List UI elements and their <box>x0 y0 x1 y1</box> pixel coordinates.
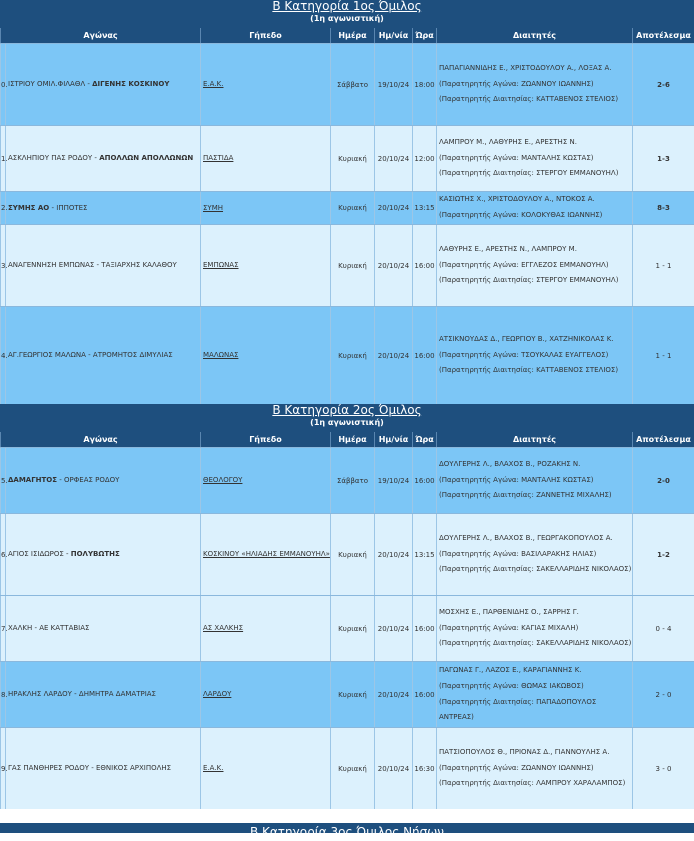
referees-cell: ΠΑΓΩΝΑΣ Γ., ΛΑΖΟΣ Ε., ΚΑΡΑΓΙΑΝΝΗΣ Κ. (Παρατηρητής Αγώνα: ΘΩΜΑΣ ΙΑΚΩΒΟΣ) (Παρατηρητής Διαιτησίας: ΠΑΠΑΔΟΠΟΥΛΟΣ ΑΝΤΡΕΑΣ) <box>436 662 632 727</box>
date-cell: 19/10/24 <box>374 448 412 513</box>
home-team: ΧΑΛΚΗ <box>8 624 33 632</box>
stadium-link[interactable]: ΘΕΟΛΟΓΟΥ <box>203 476 243 484</box>
team-separator: - <box>32 624 40 632</box>
table-row <box>0 224 694 306</box>
day-cell: Κυριακή <box>330 596 374 661</box>
away-team: ΙΠΠΟΤΕΣ <box>56 203 88 212</box>
table-row <box>0 727 694 809</box>
stadium-cell <box>200 662 330 727</box>
time-cell: 16:00 <box>412 307 436 404</box>
time-cell: 16:00 <box>412 448 436 513</box>
home-team: ΗΡΑΚΛΗΣ ΛΑΡΔΟΥ <box>8 690 72 698</box>
date-cell: 20/10/24 <box>374 662 412 727</box>
match-cell <box>5 662 200 727</box>
result-cell: 1-3 <box>632 126 694 191</box>
stadium-cell <box>200 225 330 306</box>
match-teams <box>8 151 193 166</box>
stadium-cell <box>200 192 330 224</box>
away-team: ΑΕ ΚΑΤΤΑΒΙΑΣ <box>39 624 90 632</box>
day-cell: Κυριακή <box>330 192 374 224</box>
stadium-link[interactable]: ΣΥΜΗ <box>203 203 224 212</box>
section-title-block <box>0 0 694 28</box>
row-number: 1. <box>0 126 5 191</box>
stadium-link[interactable]: ΑΣ ΧΑΛΚΗΣ <box>203 624 244 632</box>
match-cell <box>5 514 200 595</box>
table-row <box>0 43 694 125</box>
row-number: 3. <box>0 225 5 306</box>
date-cell: 20/10/24 <box>374 728 412 809</box>
day-cell: Κυριακή <box>330 126 374 191</box>
away-team: ΔΗΜΗΤΡΑ ΔΑΜΑΤΡΙΑΣ <box>78 690 156 698</box>
referees-cell: ΚΑΣΙΩΤΗΣ Χ., ΧΡΙΣΤΟΔΟΥΛΟΥ Α., ΝΤΟΚΟΣ Α. (Παρατηρητής Αγώνα: ΚΟΛΟΚΥΘΑΣ ΙΩΑΝΝΗΣ) <box>436 192 632 224</box>
result-cell: 0 - 4 <box>632 596 694 661</box>
referees-cell: ΛΑΘΥΡΗΣ Ε., ΑΡΕΣΤΗΣ Ν., ΛΑΜΠΡΟΥ Μ. (Παρατηρητής Αγώνα: ΕΓΓΛΕΖΟΣ ΕΜΜΑΝΟΥΗΛ) (Παρατηρητής Διαιτησίας: ΣΤΕΡΓΟΥ ΕΜΜΑΝΟΥΗΛ) <box>436 225 632 306</box>
round-subtitle: (1η αγωνιστική) <box>310 14 384 23</box>
stadium-link[interactable]: Ε.Α.Κ. <box>203 80 224 88</box>
time-cell: 13:15 <box>412 514 436 595</box>
date-cell: 20/10/24 <box>374 225 412 306</box>
table-row <box>0 661 694 727</box>
result-cell: 1 - 1 <box>632 307 694 404</box>
match-cell <box>5 448 200 513</box>
home-team: ΣΥΜΗΣ ΑΟ <box>8 203 50 212</box>
table-row <box>0 125 694 191</box>
home-team: ΑΣΚΛΗΠΙΟΥ ΠΑΣ ΡΟΔΟΥ <box>8 154 93 162</box>
match-cell <box>5 596 200 661</box>
date-cell: 20/10/24 <box>374 307 412 404</box>
table-row <box>0 447 694 513</box>
match-teams <box>8 201 87 216</box>
team-separator: - <box>85 351 93 359</box>
match-cell <box>5 307 200 404</box>
day-cell: Σάββατο <box>330 44 374 125</box>
time-cell: 16:00 <box>412 662 436 727</box>
day-cell: Κυριακή <box>330 728 374 809</box>
stadium-link[interactable]: ΛΑΡΔΟΥ <box>203 690 232 698</box>
table-row <box>0 595 694 661</box>
stadium-cell <box>200 448 330 513</box>
referees-cell: ΠΑΠΑΓΙΑΝΝΙΔΗΣ Ε., ΧΡΙΣΤΟΔΟΥΛΟΥ Α., ΛΟΞΑΣ Α. (Παρατηρητής Αγώνα: ΖΩΑΝΝΟΥ ΙΩΑΝΝΗΣ) (Παρατηρητής Διαιτησίας: ΚΑΤΤΑΒΕΝΟΣ ΣΤΕΛΙΟΣ) <box>436 44 632 125</box>
round-subtitle: (1η αγωνιστική) <box>310 418 384 427</box>
stadium-link[interactable]: ΠΑΣΤΙΔΑ <box>203 154 234 162</box>
section-title-block <box>0 404 694 432</box>
stadium-link[interactable]: Ε.Α.Κ. <box>203 764 224 772</box>
match-cell <box>5 44 200 125</box>
row-number: 8. <box>0 662 5 727</box>
date-cell: 20/10/24 <box>374 126 412 191</box>
row-number: 9. <box>0 728 5 809</box>
match-cell <box>5 192 200 224</box>
table-row <box>0 306 694 404</box>
result-cell: 3 - 0 <box>632 728 694 809</box>
away-team: ΠΟΛΥΒΩΤΗΣ <box>70 550 120 558</box>
home-team: ΑΝΑΓΕΝΝΗΣΗ ΕΜΠΩΝΑΣ <box>8 261 95 269</box>
match-cell <box>5 728 200 809</box>
header-refs: Διαιτητές <box>436 432 632 447</box>
result-cell: 2-0 <box>632 448 694 513</box>
result-cell: 1-2 <box>632 514 694 595</box>
row-number: 4. <box>0 307 5 404</box>
time-cell: 16:30 <box>412 728 436 809</box>
match-teams <box>8 473 119 488</box>
away-team: ΑΠΟΛΛΩΝ ΑΠΟΛΛΩΝΩΝ <box>99 154 194 162</box>
referees-cell: ΠΑΤΣΙΟΠΟΥΛΟΣ Θ., ΠΡΙΟΝΑΣ Δ., ΓΙΑΝΝΟΥΛΗΣ Α. (Παρατηρητής Αγώνα: ΖΩΑΝΝΟΥ ΙΩΑΝΝΗΣ) (Παρατηρητής Διαιτησίας: ΛΑΜΠΡΟΥ ΧΑΡΑΛΑΜΠΟΣ) <box>436 728 632 809</box>
referees-cell: ΔΟΥΛΓΕΡΗΣ Λ., ΒΛΑΧΟΣ Β., ΓΕΩΡΓΑΚΟΠΟΥΛΟΣ Α. (Παρατηρητής Αγώνα: ΒΑΣΙΛΑΡΑΚΗΣ ΗΛΙΑΣ) (Παρατηρητής Διαιτησίας: ΣΑΚΕΛΛΑΡΙΔΗΣ ΝΙΚΟΛΑΟΣ) <box>436 514 632 595</box>
referees-cell: ΑΤΣΙΚΝΟΥΔΑΣ Δ., ΓΕΩΡΓΙΟΥ Β., ΧΑΤΖΗΝΙΚΟΛΑΣ Κ. (Παρατηρητής Αγώνα: ΤΣΟΥΚΑΛΑΣ ΕΥΑΓΓΕΛΟΣ) (Παρατηρητής Διαιτησίας: ΚΑΤΤΑΒΕΝΟΣ ΣΤΕΛΙΟΣ) <box>436 307 632 404</box>
match-cell <box>5 126 200 191</box>
row-number: 5. <box>0 448 5 513</box>
team-separator: - <box>85 80 93 88</box>
day-cell: Κυριακή <box>330 225 374 306</box>
time-cell: 16:00 <box>412 225 436 306</box>
home-team: ΑΓΙΟΣ ΙΣΙΔΩΡΟΣ <box>8 550 64 558</box>
match-teams <box>8 621 89 636</box>
header-date: Ημ/νία <box>374 28 412 43</box>
match-cell <box>5 225 200 306</box>
stadium-link[interactable]: ΕΜΠΩΝΑΣ <box>203 261 239 269</box>
stadium-cell <box>200 728 330 809</box>
header-result: Αποτέλεσμα <box>632 28 694 43</box>
match-teams <box>8 348 173 363</box>
away-team: ΤΑΞΙΑΡΧΗΣ ΚΑΛΑΘΟΥ <box>101 261 177 269</box>
header-day: Ημέρα <box>330 432 374 447</box>
header-match: Αγώνας <box>0 28 200 43</box>
day-cell: Κυριακή <box>330 662 374 727</box>
section-title[interactable]: Β Κατηγορία 2ος Όμιλος <box>272 403 422 417</box>
away-team: ΟΡΦΕΑΣ ΡΟΔΟΥ <box>64 476 120 484</box>
header-result: Αποτέλεσμα <box>632 432 694 447</box>
team-separator: - <box>49 203 57 212</box>
away-team: ΕΘΝΙΚΟΣ ΑΡΧΙΠΟΛΗΣ <box>95 764 172 772</box>
away-team: ΔΙΓΕΝΗΣ ΚΟΣΚΙΝΟΥ <box>92 80 170 88</box>
section-title[interactable]: Β Κατηγορία 1ος Όμιλος <box>272 0 422 13</box>
next-section-title-link[interactable]: Β Κατηγορία 3ος Όμιλος Νήσων <box>249 825 445 839</box>
match-teams <box>8 258 177 273</box>
date-cell: 19/10/24 <box>374 44 412 125</box>
match-teams <box>8 761 171 776</box>
referees-cell: ΜΟΣΧΗΣ Ε., ΠΑΡΘΕΝΙΔΗΣ Ο., ΣΑΡΡΗΣ Γ. (Παρατηρητής Αγώνα: ΚΑΓΙΑΣ ΜΙΧΑΛΗ) (Παρατηρητής Διαιτησίας: ΣΑΚΕΛΛΑΡΙΔΗΣ ΝΙΚΟΛΑΟΣ) <box>436 596 632 661</box>
time-cell: 18:00 <box>412 44 436 125</box>
time-cell: 16:00 <box>412 596 436 661</box>
match-teams <box>8 687 156 702</box>
team-separator: - <box>57 476 65 484</box>
table-header <box>0 432 694 447</box>
home-team: ΑΓ.ΓΕΩΡΓΙΟΣ ΜΑΛΩΝΑ <box>8 351 86 359</box>
team-separator: - <box>92 154 100 162</box>
day-cell: Σάββατο <box>330 448 374 513</box>
next-section-title <box>0 823 694 839</box>
result-cell: 2-6 <box>632 44 694 125</box>
header-stadium: Γήπεδο <box>200 432 330 447</box>
stadium-link[interactable]: ΚΟΣΚΙΝΟΥ «ΗΛΙΑΔΗΣ ΕΜΜΑΝΟΥΗΛ» <box>203 550 330 558</box>
header-refs: Διαιτητές <box>436 28 632 43</box>
row-number: 7. <box>0 596 5 661</box>
stadium-cell <box>200 596 330 661</box>
match-teams <box>8 77 169 92</box>
header-time: Ώρα <box>412 432 436 447</box>
table-header <box>0 28 694 43</box>
home-team: ΙΣΤΡΙΟΥ ΟΜΙΛ.ΦΙΛΑΘΛ <box>8 80 86 88</box>
team-separator: - <box>89 764 96 772</box>
stadium-cell <box>200 514 330 595</box>
table-row <box>0 191 694 224</box>
stadium-cell <box>200 44 330 125</box>
home-team: ΔΑΜΑΓΗΤΟΣ <box>8 476 58 484</box>
away-team: ΑΤΡΟΜΗΤΟΣ ΔΙΜΥΛΙΑΣ <box>92 351 173 359</box>
day-cell: Κυριακή <box>330 514 374 595</box>
header-time: Ώρα <box>412 28 436 43</box>
referees-cell: ΛΑΜΠΡΟΥ Μ., ΛΑΘΥΡΗΣ Ε., ΑΡΕΣΤΗΣ Ν. (Παρατηρητής Αγώνα: ΜΑΝΤΑΛΗΣ ΚΩΣΤΑΣ) (Παρατηρητής Διαιτησίας: ΣΤΕΡΓΟΥ ΕΜΜΑΝΟΥΗΛ) <box>436 126 632 191</box>
day-cell: Κυριακή <box>330 307 374 404</box>
result-cell: 8-3 <box>632 192 694 224</box>
header-match: Αγώνας <box>0 432 200 447</box>
date-cell: 20/10/24 <box>374 596 412 661</box>
date-cell: 20/10/24 <box>374 192 412 224</box>
header-day: Ημέρα <box>330 28 374 43</box>
stadium-cell <box>200 126 330 191</box>
home-team: ΓΑΣ ΠΑΝΘΗΡΕΣ ΡΟΔΟΥ <box>8 764 89 772</box>
row-number: 2. <box>0 192 5 224</box>
time-cell: 13:15 <box>412 192 436 224</box>
stadium-link[interactable]: ΜΑΛΩΝΑΣ <box>203 351 239 359</box>
result-cell: 1 - 1 <box>632 225 694 306</box>
header-stadium: Γήπεδο <box>200 28 330 43</box>
match-teams <box>8 547 120 562</box>
row-number: 0. <box>0 44 5 125</box>
time-cell: 12:00 <box>412 126 436 191</box>
team-separator: - <box>94 261 102 269</box>
result-cell: 2 - 0 <box>632 662 694 727</box>
header-date: Ημ/νία <box>374 432 412 447</box>
date-cell: 20/10/24 <box>374 514 412 595</box>
referees-cell: ΔΟΥΛΓΕΡΗΣ Λ., ΒΛΑΧΟΣ Β., ΡΟΖΑΚΗΣ Ν. (Παρατηρητής Αγώνα: ΜΑΝΤΑΛΗΣ ΚΩΣΤΑΣ) (Παρατηρητής Διαιτησίας: ΖΑΝΝΕΤΗΣ ΜΙΧΑΛΗΣ) <box>436 448 632 513</box>
table-row <box>0 513 694 595</box>
stadium-cell <box>200 307 330 404</box>
row-number: 6. <box>0 514 5 595</box>
team-separator: - <box>71 690 79 698</box>
team-separator: - <box>63 550 71 558</box>
